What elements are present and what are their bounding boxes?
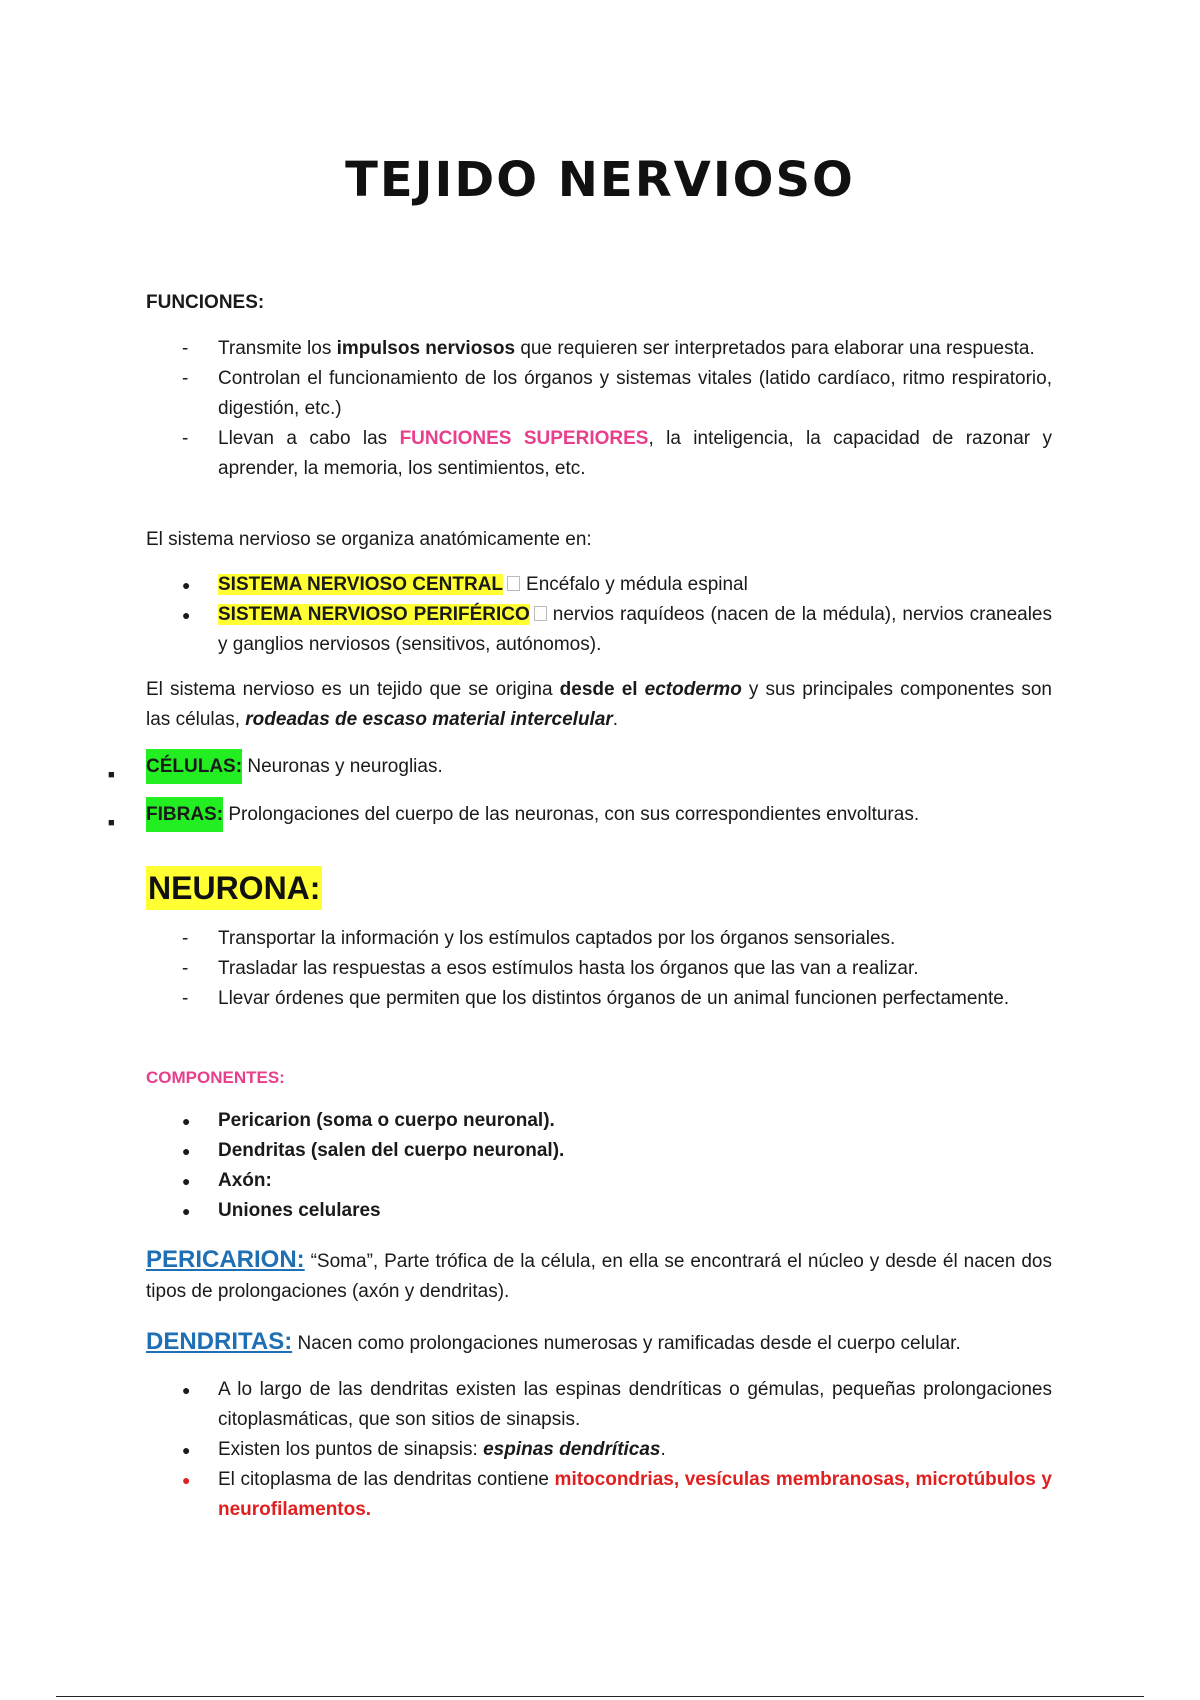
checkbox-glyph-icon <box>534 606 547 621</box>
footer-divider <box>56 1696 1144 1697</box>
celulas-line: CÉLULAS: Neuronas y neuroglias. <box>146 752 1052 782</box>
fibras-line: FIBRAS: Prolongaciones del cuerpo de las neuronas, con sus correspondientes envolturas. <box>146 800 1052 830</box>
page-title: TEJIDO NERVIOSO <box>345 152 855 208</box>
componentes-list <box>146 1106 1052 1226</box>
componentes-section <box>146 1063 1052 1226</box>
list-item: ● Pericarion (soma o cuerpo neuronal). <box>146 1106 1052 1136</box>
funciones-heading: FUNCIONES: <box>146 292 265 313</box>
list-item: - Controlan el funcionamiento de los órganos y sistemas vitales (latido cardíaco, ritmo respiratorio, digestión, etc.) <box>146 364 1052 424</box>
bullet-square-icon: ■ <box>108 817 115 829</box>
celulas-label: CÉLULAS: <box>146 749 242 784</box>
funciones-section <box>146 288 1052 484</box>
list-item: ● Uniones celulares <box>146 1196 1052 1226</box>
funciones-list <box>146 334 1052 484</box>
list-item: ● El citoplasma de las dendritas contiene mitocondrias, vesículas membranosas, microtúbulos y neurofilamentos. <box>146 1465 1052 1525</box>
list-item: ● Dendritas (salen del cuerpo neuronal). <box>146 1136 1052 1166</box>
neurona-heading: NEURONA: <box>146 866 322 910</box>
list-item: ● Existen los puntos de sinapsis: espinas dendríticas. <box>146 1435 1052 1465</box>
list-item: - Transmite los impulsos nerviosos que requieren ser interpretados para elaborar una respuesta. <box>146 334 1052 364</box>
list-item: - Trasladar las respuestas a esos estímulos hasta los órganos que las van a realizar. <box>146 954 1052 984</box>
organizacion-list <box>146 570 1052 660</box>
list-item: ● SISTEMA NERVIOSO CENTRAL Encéfalo y médula espinal <box>146 570 1052 600</box>
list-item: - Transportar la información y los estímulos captados por los órganos sensoriales. <box>146 924 1052 954</box>
dendritas-section: DENDRITAS: Nacen como prolongaciones numerosas y ramificadas desde el cuerpo celular. ● A lo largo de las dendritas existen las espinas dendríticas o gémulas, pequeñas prolongaciones citoplasmáticas, que son sitios de sinapsis. ● Existen los puntos de sinapsis: espinas dendríticas. ● El citoplasma de las dendritas contiene mitocondrias, vesículas membranosas, microtúbulos y neurofilamentos. <box>146 1327 1052 1525</box>
dendritas-heading: DENDRITAS: <box>146 1328 293 1355</box>
bullet-square-icon: ■ <box>108 769 115 781</box>
tejido-paragraph: El sistema nervioso es un tejido que se origina desde el ectodermo y sus principales componentes son las células, rodeadas de escaso material intercelular. <box>146 679 1053 730</box>
list-item: ● A lo largo de las dendritas existen las espinas dendríticas o gémulas, pequeñas prolongaciones citoplasmáticas, que son sitios de sinapsis. <box>146 1375 1052 1435</box>
list-item: - Llevar órdenes que permiten que los distintos órganos de un animal funcionen perfectamente. <box>146 984 1052 1014</box>
list-item: ● SISTEMA NERVIOSO PERIFÉRICO nervios raquídeos (nacen de la médula), nervios craneales y ganglios nerviosos (sensitivos, autónomos). <box>146 600 1052 660</box>
organizacion-section <box>146 525 1052 660</box>
fibras-label: FIBRAS: <box>146 797 223 832</box>
checkbox-glyph-icon <box>507 576 520 591</box>
organizacion-intro: El sistema nervioso se organiza anatómicamente en: <box>146 529 592 550</box>
pericarion-section: PERICARION: “Soma”, Parte trófica de la célula, en ella se encontrará el núcleo y desde él nacen dos tipos de prolongaciones (axón y dendritas). <box>146 1246 1052 1302</box>
list-item: - Llevan a cabo las FUNCIONES SUPERIORES, la inteligencia, la capacidad de razonar y aprender, la memoria, los sentimientos, etc. <box>146 424 1052 484</box>
neurona-section <box>146 866 1052 1014</box>
pericarion-heading: PERICARION: <box>146 1246 305 1273</box>
list-item: ● Axón: <box>146 1166 1052 1196</box>
neurona-list <box>146 924 1052 1014</box>
componentes-heading: COMPONENTES: <box>146 1068 285 1087</box>
dendritas-list <box>146 1375 1052 1525</box>
